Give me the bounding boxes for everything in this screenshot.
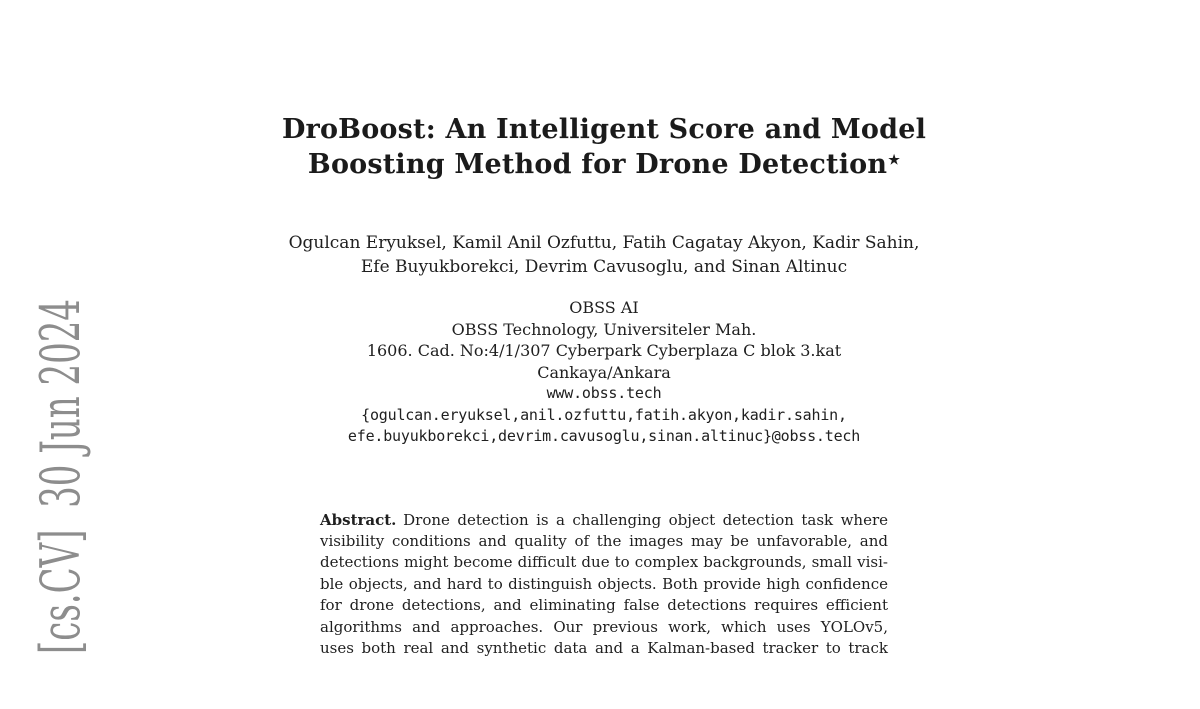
author-list-line2: Efe Buyukborekci, Devrim Cavusoglu, and Sinan Altinuc [360, 257, 848, 277]
affiliation-city: Cankaya/Ankara [537, 362, 671, 382]
author-list [280, 231, 928, 279]
affiliation-block [280, 297, 928, 383]
abstract-line: for drone detections, and eliminating false detections requires efficient [320, 596, 888, 615]
arxiv-watermark [29, 298, 92, 709]
abstract-line: visibility conditions and quality of the images may be unfavorable, and [320, 531, 888, 550]
abstract-line: ble objects, and hard to distinguish objects. Both provide high confidence [320, 574, 888, 593]
paper-title-line1: DroBoost: An Intelligent Score and Model [281, 114, 927, 145]
paper-content-column [280, 0, 928, 660]
abstract-block [320, 510, 888, 660]
title-footnote-star: ★ [888, 153, 901, 168]
abstract-text-line1: Drone detection is a challenging object detection task where [403, 510, 888, 529]
paper-title [280, 112, 928, 187]
paper-title-line2: Boosting Method for Drone Detection [307, 149, 888, 180]
affiliation-company: OBSS Technology, Universiteler Mah. [451, 319, 757, 339]
contact-block [280, 383, 928, 448]
arxiv-watermark-text: [cs.CV] 30 Jun 2024 [29, 298, 92, 654]
email-line2: efe.buyukborekci,devrim.cavusoglu,sinan.altinuc}@obss.tech [347, 427, 861, 445]
affiliation-org: OBSS AI [569, 298, 639, 317]
affiliation-address: 1606. Cad. No:4/1/307 Cyberpark Cyberplaza C blok 3.kat [366, 341, 842, 360]
author-list-line1: Ogulcan Eryuksel, Kamil Anil Ozfuttu, Fatih Cagatay Akyon, Kadir Sahin, [288, 233, 920, 253]
abstract-line: detections might become difficult due to complex backgrounds, small visi- [320, 553, 888, 572]
abstract-line: algorithms and approaches. Our previous work, which uses YOLOv5, [320, 617, 888, 636]
abstract-line [320, 510, 888, 531]
abstract-line: uses both real and synthetic data and a Kalman-based tracker to track [320, 639, 888, 658]
abstract-label: Abstract. [320, 510, 397, 529]
email-line1: {ogulcan.eryuksel,anil.ozfuttu,fatih.akyon,kadir.sahin, [361, 405, 847, 424]
website-url: www.obss.tech [546, 384, 662, 402]
